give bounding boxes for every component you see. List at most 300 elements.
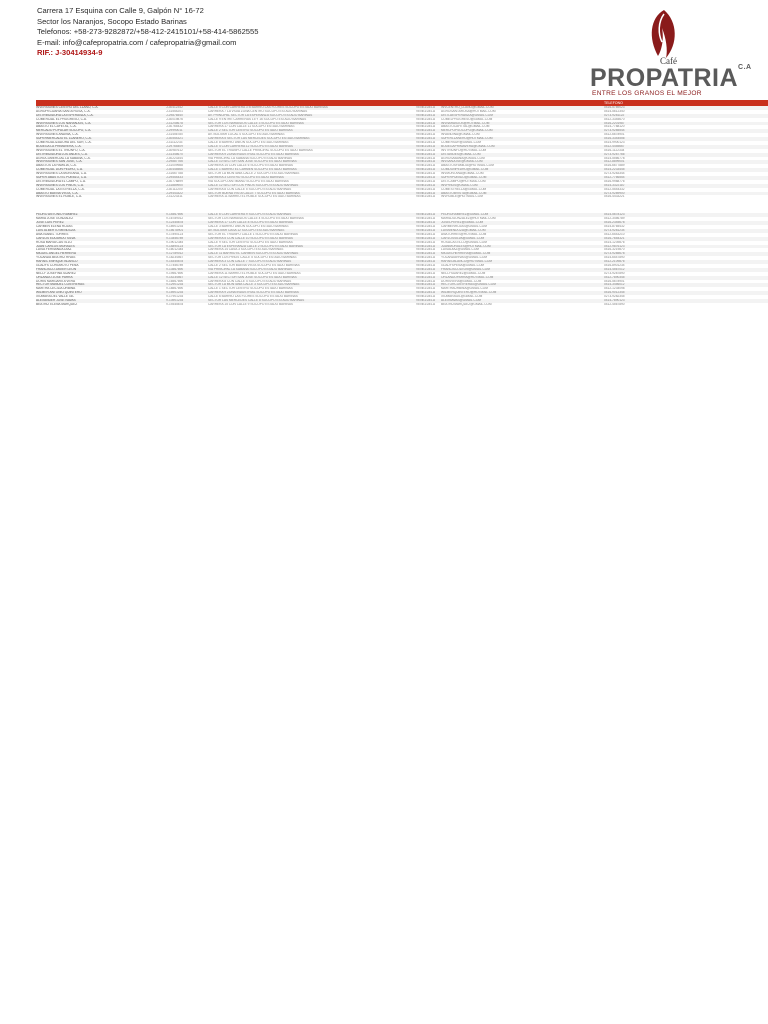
country-cell: VENEZUELA bbox=[416, 156, 435, 160]
address-cell: CARRERA 3 CON CALLE 7 SOCOPO ESTADO BARINAS bbox=[208, 260, 292, 264]
email-cell: CARMENROJAS@GMAIL.COM bbox=[441, 225, 487, 229]
name-cell: PEDRO ANTONIO RAMIREZ bbox=[36, 213, 78, 217]
email-cell: INVCENTRO_LLANO@GMAIL.COM bbox=[441, 106, 494, 109]
rif-cell: J-31112233 bbox=[166, 141, 183, 145]
rif-cell: V-16567890 bbox=[166, 279, 184, 283]
phone-cell: 0273-9289900 bbox=[604, 191, 625, 195]
country-cell: VENEZUELA bbox=[416, 106, 435, 109]
country-cell: VENEZUELA bbox=[416, 133, 435, 137]
address-cell: CARRERA 15 CON CALLE 9 SOCOPO ESTADO BARINAS bbox=[208, 302, 293, 306]
rif-cell: V-14234567 bbox=[166, 275, 184, 279]
country-cell: VENEZUELA bbox=[416, 168, 435, 172]
name-cell: FRANCISCO JAVIER LEON bbox=[36, 267, 77, 271]
table-row bbox=[36, 195, 768, 199]
phone-cell: 0416-8901234 bbox=[604, 263, 625, 267]
rif-line: RIF.: J-30414934-9 bbox=[37, 48, 103, 58]
rif-cell: J-30765432 bbox=[166, 125, 183, 129]
country-cell: VENEZUELA bbox=[416, 267, 435, 271]
rif-cell: V-13567890 bbox=[166, 267, 184, 271]
address-cell: SECTOR LOS NARANJOS CALLE 4 SOCOPO ESTADO BARINAS bbox=[208, 217, 304, 221]
country-cell: VENEZUELA bbox=[416, 160, 435, 164]
address-cell: CARRERA 8 CON CALLE 5 SOCOPO ESTADO BARINAS bbox=[208, 187, 292, 191]
name-cell: INVERSIONES EL ROBLE, C.A. bbox=[36, 195, 83, 199]
rif-cell: J-30554321 bbox=[166, 137, 183, 141]
name-cell: COMERCIAL EL PROGRESO, C.A. bbox=[36, 117, 87, 121]
email-cell: DORISVERA@GMAIL.COM bbox=[441, 279, 482, 283]
email-cell: ABASTOBVISTA@GMAIL.COM bbox=[441, 191, 487, 195]
name-cell: COMERCIAL DON PEDRO, C.A. bbox=[36, 168, 83, 172]
phone-line: Telefonos: +58-273-9282872/+58-412-2415101/+58-414-5862555 bbox=[37, 27, 259, 37]
phone-cell: 0412-7766554 bbox=[604, 176, 625, 180]
country-cell: VENEZUELA bbox=[416, 113, 435, 117]
phone-cell: 0414-7890123 bbox=[604, 298, 625, 302]
name-cell: CARMEN ELENA ROJAS bbox=[36, 225, 73, 229]
rif-cell: J-29990011 bbox=[166, 129, 183, 133]
phone-cell: 0414-6547890 bbox=[604, 256, 625, 260]
address-cell: VIA PRINCIPAL LA SABANA SOCOPO ESTADO BARINAS bbox=[208, 156, 293, 160]
email-cell: ROSACASTILLO@GMAIL.COM bbox=[441, 240, 487, 244]
rif-cell: J-31456780 bbox=[166, 133, 183, 137]
email-cell: INVTRIUNFO@HOTMAIL.COM bbox=[441, 148, 487, 152]
phone-cell: 0414-8765432 bbox=[604, 225, 625, 229]
email-cell: FRANCISCOLEON@GMAIL.COM bbox=[441, 267, 490, 271]
phone-cell: 0414-5566778 bbox=[604, 156, 625, 160]
country-cell: VENEZUELA bbox=[416, 172, 435, 176]
email-cell: ALEXNAVAS@GMAIL.COM bbox=[441, 298, 481, 302]
phone-cell: 0412-4567890 bbox=[604, 302, 625, 306]
address-cell: SECTOR LA MONTAÑA CALLE 3 SOCOPO ESTADO BARINAS bbox=[208, 283, 300, 287]
phone-cell: 0416-4433221 bbox=[604, 195, 625, 199]
phone-cell: 0416-2201987 bbox=[604, 121, 625, 125]
rif-cell: V-18567890 bbox=[166, 287, 184, 291]
phone-cell: 0273-9282345 bbox=[604, 295, 625, 299]
email-cell: LUISMENDOZA@GMAIL.COM bbox=[441, 228, 486, 232]
name-cell: RAFAEL ENRIQUE BLANCO bbox=[36, 260, 78, 264]
rif-cell: V-18234567 bbox=[166, 256, 184, 260]
name-cell: COMERCIALIZADORA DEL SUR, C.A. bbox=[36, 141, 92, 145]
address-cell: CARRERA 14 CON CALLE 6 SOCOPO ESTADO BARINAS bbox=[208, 164, 293, 168]
phone-cell: 0414-5612340 bbox=[604, 109, 625, 113]
coffee-bean-icon bbox=[644, 8, 684, 60]
phone-cell: 0273-9283344 bbox=[604, 172, 625, 176]
rif-cell: J-31223311 bbox=[166, 195, 183, 199]
rif-cell: V-12901234 bbox=[166, 283, 184, 287]
name-cell: INVERSIONES EL TRIUNFO, C.A. bbox=[36, 148, 86, 152]
country-cell: VENEZUELA bbox=[416, 183, 435, 187]
email-cell: COMELPROGRESO@GMAIL.COM bbox=[441, 117, 493, 121]
country-cell: VENEZUELA bbox=[416, 109, 435, 113]
name-cell: INVERSIONES CENTRO DEL LLANO, C.A. bbox=[36, 106, 99, 109]
country-cell: VENEZUELA bbox=[416, 260, 435, 264]
name-cell: INVERSIONES ANDINA, C.A. bbox=[36, 133, 79, 137]
rif-cell: J-31245678 bbox=[166, 121, 183, 125]
email-cell: BODEGAPRIMAVERA@GMAIL.COM bbox=[441, 144, 495, 148]
address-cell: SECTOR LA MONTAÑA CALLE 2 SOCOPO ESTADO BARINAS bbox=[208, 172, 300, 176]
country-cell: VENEZUELA bbox=[416, 263, 435, 267]
address-cell: CARRERA 7 LA VIGIA ZONA CENTRO SOCOPO ESTADO BARINAS bbox=[208, 109, 308, 113]
rif-cell: J-30412342 bbox=[166, 106, 183, 109]
country-cell: VENEZUELA bbox=[416, 137, 435, 141]
rif-cell: V-19567890 bbox=[166, 271, 184, 275]
address-cell: SECTOR LOS PINOS CALLE 5 SOCOPO ESTADO BARINAS bbox=[208, 256, 297, 260]
rif-cell: J-29887766 bbox=[166, 160, 183, 164]
address-cell: CARRERA 5 SECTOR LAS MERCEDES SOCOPO ESTADO BARINAS bbox=[208, 137, 310, 141]
rif-cell: J-31009988 bbox=[166, 164, 183, 168]
email-cell: AGROSABANA@GMAIL.COM bbox=[441, 156, 485, 160]
country-cell: VENEZUELA bbox=[416, 283, 435, 287]
name-cell: MARTHA CECILIA URBINA bbox=[36, 287, 76, 291]
address-cell: AV. PRINCIPAL SECTOR LA ESPERANZA SOCOPO ESTADO BARINAS bbox=[208, 113, 313, 117]
country-cell: VENEZUELA bbox=[416, 232, 435, 236]
phone-cell: 0416-5789023 bbox=[604, 106, 625, 109]
address-cell: VIA SOCOPO ANTIMANO SOCOPO ESTADO BARINAS bbox=[208, 179, 289, 183]
country-cell: VENEZUELA bbox=[416, 152, 435, 156]
country-cell: VENEZUELA bbox=[416, 256, 435, 260]
rif-cell: V-19012345 bbox=[166, 240, 184, 244]
country-cell: VENEZUELA bbox=[416, 179, 435, 183]
address-cell: CALLE 12 SECTOR SAN JOSE SOCOPO ESTADO BARINAS bbox=[208, 275, 297, 279]
rif-cell: V-12345678 bbox=[166, 221, 184, 225]
phone-cell: 0414-7788120 bbox=[604, 125, 625, 129]
country-cell: VENEZUELA bbox=[416, 291, 435, 295]
address-cell: CARRERA 9 ZONA INDUSTRIAL SOCOPO ESTADO BARINAS bbox=[208, 291, 299, 295]
email-cell: LUISADIAZ@GMAIL.COM bbox=[441, 248, 479, 252]
table-row bbox=[36, 303, 768, 307]
address-cell: CARRERA 17 CON CALLE 8 SOCOPO ESTADO BARINAS bbox=[208, 221, 293, 225]
name-cell: WILMER ANTONIO QUINTERO bbox=[36, 291, 82, 295]
phone-cell: 0416-9012345 bbox=[604, 291, 625, 295]
phone-cell: 0412-2109876 bbox=[604, 260, 625, 264]
address-cell: SECTOR EL TRIUNFO CALLE 1 SOCOPO ESTADO BARINAS bbox=[208, 232, 299, 236]
country-cell: VENEZUELA bbox=[416, 125, 435, 129]
phone-cell: 0412-1234098 bbox=[604, 287, 625, 291]
letterhead bbox=[0, 0, 768, 100]
email-cell: INVNARANJOS@HOTMAIL.COM bbox=[441, 121, 490, 125]
email-cell: PEDRORAMIREZ@GMAIL.COM bbox=[441, 213, 489, 217]
rif-cell: V-14567890 bbox=[166, 213, 184, 217]
email-cell: CARLOSSILVA@GMAIL.COM bbox=[441, 236, 485, 240]
email-line: E-mail: info@cafepropatria.com / cafepropatria@gmail.com bbox=[37, 37, 237, 47]
country-cell: VENEZUELA bbox=[416, 228, 435, 232]
email-cell: ORLANDOPARRA@HOTMAIL.COM bbox=[441, 275, 494, 279]
email-cell: INVANDINA@GMAIL.COM bbox=[441, 133, 480, 137]
email-cell: JUANMORALES@HOTMAIL.COM bbox=[441, 244, 491, 248]
email-cell: INVPINOS@GMAIL.COM bbox=[441, 183, 478, 187]
email-cell: INVMONTANA@GMAIL.COM bbox=[441, 172, 484, 176]
phone-cell: 0414-3456012 bbox=[604, 283, 625, 287]
country-cell: VENEZUELA bbox=[416, 217, 435, 221]
email-cell: INVROBLE@HOTMAIL.COM bbox=[441, 195, 483, 199]
name-cell: ANA ISABEL TORRES bbox=[36, 232, 69, 236]
rif-cell: V-15678901 bbox=[166, 228, 184, 232]
logo-brand bbox=[590, 64, 752, 93]
address-cell: SECTOR LOS NARANJOS CALLE 3 SOCOPO ESTADO BARINAS bbox=[208, 121, 304, 125]
phone-cell: 0414-9900123 bbox=[604, 141, 625, 145]
phone-cell: 0412-6678901 bbox=[604, 133, 625, 137]
logo-ca: C.A bbox=[738, 64, 752, 71]
section-gap bbox=[36, 199, 768, 213]
address-cell: SECTOR LA ESPERANZA CALLE 2 SOCOPO ESTADO BARINAS bbox=[208, 244, 304, 248]
name-cell: ABASTO EL CAFETAL, C.A. bbox=[36, 125, 77, 129]
email-cell: NELLYSUAREZ@GMAIL.COM bbox=[441, 271, 486, 275]
email-cell: COMDONPEDRO@GMAIL.COM bbox=[441, 168, 489, 172]
rif-cell: J-31345670 bbox=[166, 152, 183, 156]
address-cell: SECTOR EL TRIUNFO CALLE PRINCIPAL SOCOPO ESTADO BARINAS bbox=[208, 148, 313, 152]
address-cell: CALLE 5 CON CARRERA 3 B BARRIO LAS FLORES SOCOPO ESTADO BARINAS bbox=[208, 106, 328, 109]
phone-cell: 0416-9988776 bbox=[604, 179, 625, 183]
country-cell: VENEZUELA bbox=[416, 148, 435, 152]
address-cell: CALLE 1 SECTOR CENTRO SOCOPO ESTADO BARINAS bbox=[208, 287, 293, 291]
name-cell: LUIS ALBERTO MENDOZA bbox=[36, 228, 76, 232]
phone-cell: 0412-7890345 bbox=[604, 275, 625, 279]
country-cell: VENEZUELA bbox=[416, 252, 435, 256]
phone-cell: 0412-9876123 bbox=[604, 244, 625, 248]
country-cell: VENEZUELA bbox=[416, 117, 435, 121]
country-cell: VENEZUELA bbox=[416, 187, 435, 191]
rif-cell: V-15345678 bbox=[166, 260, 184, 264]
name-cell: ABASTO BUENA VISTA, C.A. bbox=[36, 191, 79, 195]
country-cell: VENEZUELA bbox=[416, 271, 435, 275]
address-cell: VIA PRINCIPAL LA SABANA SOCOPO ESTADO BARINAS bbox=[208, 267, 293, 271]
address-cell: CARRERA 3 CENTRO SOCOPO ESTADO BARINAS bbox=[208, 176, 284, 180]
name-cell: AGROCOMERCIAL LA SABANA, C.A. bbox=[36, 156, 91, 160]
logo-tagline: ENTRE LOS GRANOS EL MEJOR bbox=[592, 90, 702, 97]
email-cell: COMERSUR@GMAIL.COM bbox=[441, 141, 482, 145]
rif-cell: J-30778899 bbox=[166, 179, 183, 183]
email-cell: COMESTRELLA@GMAIL.COM bbox=[441, 187, 487, 191]
rif-cell: V-17456789 bbox=[166, 263, 184, 267]
email-cell: AGROSANTAROSA@HOTMAIL.COM bbox=[441, 109, 496, 113]
phone-cell: 0414-5678123 bbox=[604, 213, 625, 217]
address-cell: CARRERA 9 ZONA INDUSTRIAL SOCOPO ESTADO BARINAS bbox=[208, 152, 299, 156]
rif-cell: J-30112200 bbox=[166, 187, 183, 191]
rif-cell: J-30019876 bbox=[166, 117, 183, 121]
name-cell: MARIA JOSE GONZALEZ bbox=[36, 217, 74, 221]
address-cell: CARRERA 17 CON CALLE 11 SOCOPO ESTADO BARINAS bbox=[208, 125, 295, 129]
country-cell: VENEZUELA bbox=[416, 176, 435, 180]
email-cell: GLADYSPENA@GMAIL.COM bbox=[441, 263, 485, 267]
rif-cell: J-31667788 bbox=[166, 172, 183, 176]
country-cell: VENEZUELA bbox=[416, 129, 435, 133]
name-cell: INVERSIONES LOS PINOS, C.A. bbox=[36, 183, 84, 187]
address-cell: AV. BOLIVAR CASA 12 SOCOPO ESTADO BARINAS bbox=[208, 228, 285, 232]
rif-cell: J-31554201 bbox=[166, 109, 183, 113]
phone-cell: 0416-3219870 bbox=[604, 248, 625, 252]
name-cell: XIOMARA DEL VALLE GIL bbox=[36, 295, 75, 299]
phone-cell: 0273-9281122 bbox=[604, 113, 625, 117]
name-cell: MIGUEL ANGEL HERRERA bbox=[36, 252, 76, 256]
email-cell: SUPERPUEBLO@GMAIL.COM bbox=[441, 176, 487, 180]
address-cell: SECTOR LAS MERCEDES CALLE 8 SOCOPO ESTADO BARINAS bbox=[208, 298, 305, 302]
email-cell: ABASTOCAFETAL@GMAIL.COM bbox=[441, 125, 490, 129]
rif-cell: V-16789012 bbox=[166, 217, 184, 221]
address-cell: CALLE 8 BARRIO UNION SOCOPO ESTADO BARINAS bbox=[208, 141, 289, 145]
name-cell: HECTOR MANUEL CONTRERAS bbox=[36, 283, 85, 287]
phone-cell: 0273-9287890 bbox=[604, 271, 625, 275]
country-cell: VENEZUELA bbox=[416, 275, 435, 279]
rif-cell: J-29765409 bbox=[166, 144, 183, 148]
email-cell: MARIAJGONZALEZ@HOTMAIL.COM bbox=[441, 217, 496, 221]
rif-cell: V-17901234 bbox=[166, 295, 184, 299]
rif-cell: V-13456789 bbox=[166, 236, 184, 240]
name-cell: COMERCIAL LA ESTRELLA, C.A. bbox=[36, 187, 85, 191]
rif-cell: J-29443322 bbox=[166, 191, 183, 195]
country-cell: VENEZUELA bbox=[416, 248, 435, 252]
address-cell: CALLE 6 BARRIO LAS FLORES SOCOPO ESTADO BARINAS bbox=[208, 295, 298, 299]
name-cell: BEATRIZ ELENA MARQUEZ bbox=[36, 302, 78, 306]
country-cell: VENEZUELA bbox=[416, 164, 435, 168]
table-body-companies bbox=[36, 106, 768, 199]
phone-cell: 0412-3345670 bbox=[604, 117, 625, 121]
name-cell: AGROPECUARIA SANTA ROSA, C.A. bbox=[36, 109, 91, 113]
country-cell: VENEZUELA bbox=[416, 141, 435, 145]
country-cell: VENEZUELA bbox=[416, 240, 435, 244]
phone-cell: 0414-2233445 bbox=[604, 168, 625, 172]
propatria-logo bbox=[588, 2, 752, 98]
name-cell: JUAN CARLOS MORALES bbox=[36, 244, 75, 248]
phone-cell: 0416-6677889 bbox=[604, 164, 625, 168]
phone-cell: 0414-4567012 bbox=[604, 267, 625, 271]
country-cell: VENEZUELA bbox=[416, 221, 435, 225]
country-cell: VENEZUELA bbox=[416, 144, 435, 148]
country-cell: VENEZUELA bbox=[416, 191, 435, 195]
phone-cell: 0412-4455667 bbox=[604, 144, 625, 148]
name-cell: ORLANDO JOSE PARRA bbox=[36, 275, 73, 279]
logo-cafe-text: Café bbox=[660, 56, 677, 66]
phone-cell: 0416-7654321 bbox=[604, 236, 625, 240]
client-table bbox=[36, 100, 768, 307]
name-cell: GLADYS COROMOTO PEÑA bbox=[36, 263, 79, 267]
name-cell: SUPER ABASTO EL PUEBLO, C.A. bbox=[36, 176, 88, 180]
email-cell: JOSELPEREZ@GMAIL.COM bbox=[441, 221, 484, 225]
email-cell: WILMERQUINTERO@HOTMAIL.COM bbox=[441, 291, 497, 295]
address-line: Sector los Naranjos, Socopo Estado Barinas bbox=[37, 16, 187, 26]
address-cell: CALLE 1 BARRIO EL CARMEN SOCOPO ESTADO BARINAS bbox=[208, 168, 297, 172]
address-cell: CALLE 6 CON CARRERA 9 SOCOPO ESTADO BARINAS bbox=[208, 213, 292, 217]
name-cell: ROSA MARIA CASTILLO bbox=[36, 240, 72, 244]
email-cell: INVSANJOSE@GMAIL.COM bbox=[441, 160, 483, 164]
email-cell: XIOMARAGIL@GMAIL.COM bbox=[441, 295, 483, 299]
phone-cell: 0414-1239876 bbox=[604, 240, 625, 244]
rif-cell: J-31889900 bbox=[166, 183, 183, 187]
address-cell: AV. BOLIVAR LOCAL 4 SOCOPO ESTADO BARINAS bbox=[208, 133, 285, 137]
rif-cell: V-14890123 bbox=[166, 244, 184, 248]
rif-cell: J-30445566 bbox=[166, 168, 183, 172]
email-cell: RAFAELBLANCO@HOTMAIL.COM bbox=[441, 260, 493, 264]
email-cell: DISTANDES@GMAIL.COM bbox=[441, 152, 481, 156]
email-cell: HECTORCONTRERAS@GMAIL.COM bbox=[441, 283, 496, 287]
phone-cell: 0412-3456789 bbox=[604, 217, 625, 221]
address-cell: CALLE 9 SECTOR CENTRO SOCOPO ESTADO BARINAS bbox=[208, 240, 293, 244]
name-cell: NELLY JOSEFINA SUAREZ bbox=[36, 271, 76, 275]
rif-cell: V-12789012 bbox=[166, 252, 184, 256]
address-cell: CALLE 2 SECTOR BUENA VISTA SOCOPO ESTADO BARINAS bbox=[208, 263, 300, 267]
address-cell: CALLE 11 BARRIO EL CARMEN SOCOPO ESTADO BARINAS bbox=[208, 252, 299, 256]
phone-cell: 0416-1122334 bbox=[604, 148, 625, 152]
name-cell: SUPERMERCADO EL LLANERO, C.A. bbox=[36, 137, 92, 141]
name-cell: DORIS MARGARITA VERA bbox=[36, 279, 76, 283]
name-cell: INVERSIONES SAN JOSE, C.A. bbox=[36, 160, 83, 164]
rif-cell: V-18901234 bbox=[166, 225, 184, 229]
address-cell: CARRERA 8 CON CALLE 4 SOCOPO ESTADO BARINAS bbox=[208, 279, 292, 283]
name-cell: DISTRIBUIDORA LA ESPERANZA, C.A. bbox=[36, 113, 94, 117]
name-cell: ALEXANDER JOSE NAVAS bbox=[36, 298, 76, 302]
address-cell: CALLE 2 SECTOR CENTRO SOCOPO ESTADO BARINAS bbox=[208, 129, 293, 133]
phone-cell: 0416-3344556 bbox=[604, 137, 625, 141]
country-cell: VENEZUELA bbox=[416, 195, 435, 199]
header-telefono: TELEFONO bbox=[604, 101, 623, 105]
email-cell: ABASTOSFAMILIA@HOTMAIL.COM bbox=[441, 164, 494, 168]
country-cell: VENEZUELA bbox=[416, 295, 435, 299]
email-cell: BEATRIZMARQUEZ@GMAIL.COM bbox=[441, 302, 492, 306]
rif-cell: J-30223344 bbox=[166, 156, 183, 160]
address-line: Carrera 17 Esquina con Calle 9, Galpón N° 16-72 bbox=[37, 6, 204, 15]
country-cell: VENEZUELA bbox=[416, 213, 435, 217]
name-cell: YOLANDA BEATRIZ RIVAS bbox=[36, 256, 76, 260]
email-cell: ANATORRES@HOTMAIL.COM bbox=[441, 232, 487, 236]
address-cell: CALLE 12 SECTOR LOS PINOS SOCOPO ESTADO BARINAS bbox=[208, 183, 299, 187]
address-cell: CARRERA 14 CASA 3 SOCOPO ESTADO BARINAS bbox=[208, 248, 284, 252]
country-cell: VENEZUELA bbox=[416, 225, 435, 229]
phone-cell: 0414-3322110 bbox=[604, 183, 625, 187]
address-cell: CARRERA 11 BARRIO EL ROBLE SOCOPO ESTADO BARINAS bbox=[208, 195, 301, 199]
rif-cell: V-16012345 bbox=[166, 248, 184, 252]
rif-cell: V-19345678 bbox=[166, 302, 184, 306]
email-cell: SUPERLLANERO@HOTMAIL.COM bbox=[441, 137, 493, 141]
country-cell: VENEZUELA bbox=[416, 302, 435, 306]
table-body-persons bbox=[36, 213, 768, 306]
rif-cell: V-17890123 bbox=[166, 232, 184, 236]
address-cell: CALLE 4 CON CARRERA 12 SOCOPO ESTADO BARINAS bbox=[208, 144, 293, 148]
name-cell: INVERSIONES LA MONTAÑA, C.A. bbox=[36, 172, 87, 176]
address-cell: CARRERA 11 BARRIO EL ROBLE SOCOPO ESTADO BARINAS bbox=[208, 271, 301, 275]
rif-cell: V-15901234 bbox=[166, 291, 184, 295]
phone-cell: 0273-9287766 bbox=[604, 152, 625, 156]
email-cell: MIGUELHERRERA@GMAIL.COM bbox=[441, 252, 491, 256]
name-cell: LUISA FERNANDA DIAZ bbox=[36, 248, 72, 252]
rif-cell: J-29554433 bbox=[166, 176, 183, 180]
country-cell: VENEZUELA bbox=[416, 287, 435, 291]
email-cell: MARTHAURBINA@GMAIL.COM bbox=[441, 287, 488, 291]
phone-cell: 0416-2345678 bbox=[604, 221, 625, 225]
country-cell: VENEZUELA bbox=[416, 279, 435, 283]
email-cell: YOLANDARIVAS@GMAIL.COM bbox=[441, 256, 488, 260]
rif-cell: V-13901234 bbox=[166, 298, 184, 302]
logo-brand-name: PROPATRIA bbox=[590, 64, 739, 92]
country-cell: VENEZUELA bbox=[416, 244, 435, 248]
phone-cell: 0416-5678901 bbox=[604, 279, 625, 283]
country-cell: VENEZUELA bbox=[416, 236, 435, 240]
name-cell: ABASTOS LA FAMILIA, C.A. bbox=[36, 164, 77, 168]
name-cell: CARLOS EDUARDO SILVA bbox=[36, 236, 76, 240]
address-cell: SECTOR BUENA VISTA CALLE 7 SOCOPO ESTADO BARINAS bbox=[208, 191, 300, 195]
phone-cell: 0273-9285678 bbox=[604, 252, 625, 256]
phone-cell: 0412-5544332 bbox=[604, 187, 625, 191]
phone-cell: 0412-6543210 bbox=[604, 232, 625, 236]
address-cell: CARRERA 5 CON CALLE 10 SOCOPO ESTADO BARINAS bbox=[208, 236, 293, 240]
rif-cell: J-30987612 bbox=[166, 148, 183, 152]
company-address bbox=[37, 6, 267, 59]
country-cell: VENEZUELA bbox=[416, 121, 435, 125]
name-cell: JOSE LUIS PEREZ bbox=[36, 221, 64, 225]
address-cell: CALLE 3 BARRIO UNION SOCOPO ESTADO BARINAS bbox=[208, 225, 289, 229]
email-cell: DISTCAMPO@HOTMAIL.COM bbox=[441, 179, 486, 183]
name-cell: BODEGA LA PRIMAVERA, C.A. bbox=[36, 144, 82, 148]
address-cell: CALLE 9 ENTRE CARRERAS 15 Y 16 SOCOPO ESTADO BARINAS bbox=[208, 117, 307, 121]
phone-cell: 0273-9281234 bbox=[604, 228, 625, 232]
name-cell: DISTRIBUIDORA LOS ANDES, C.A. bbox=[36, 152, 88, 156]
name-cell: INVERSIONES LOS NARANJOS, C.A. bbox=[36, 121, 92, 125]
